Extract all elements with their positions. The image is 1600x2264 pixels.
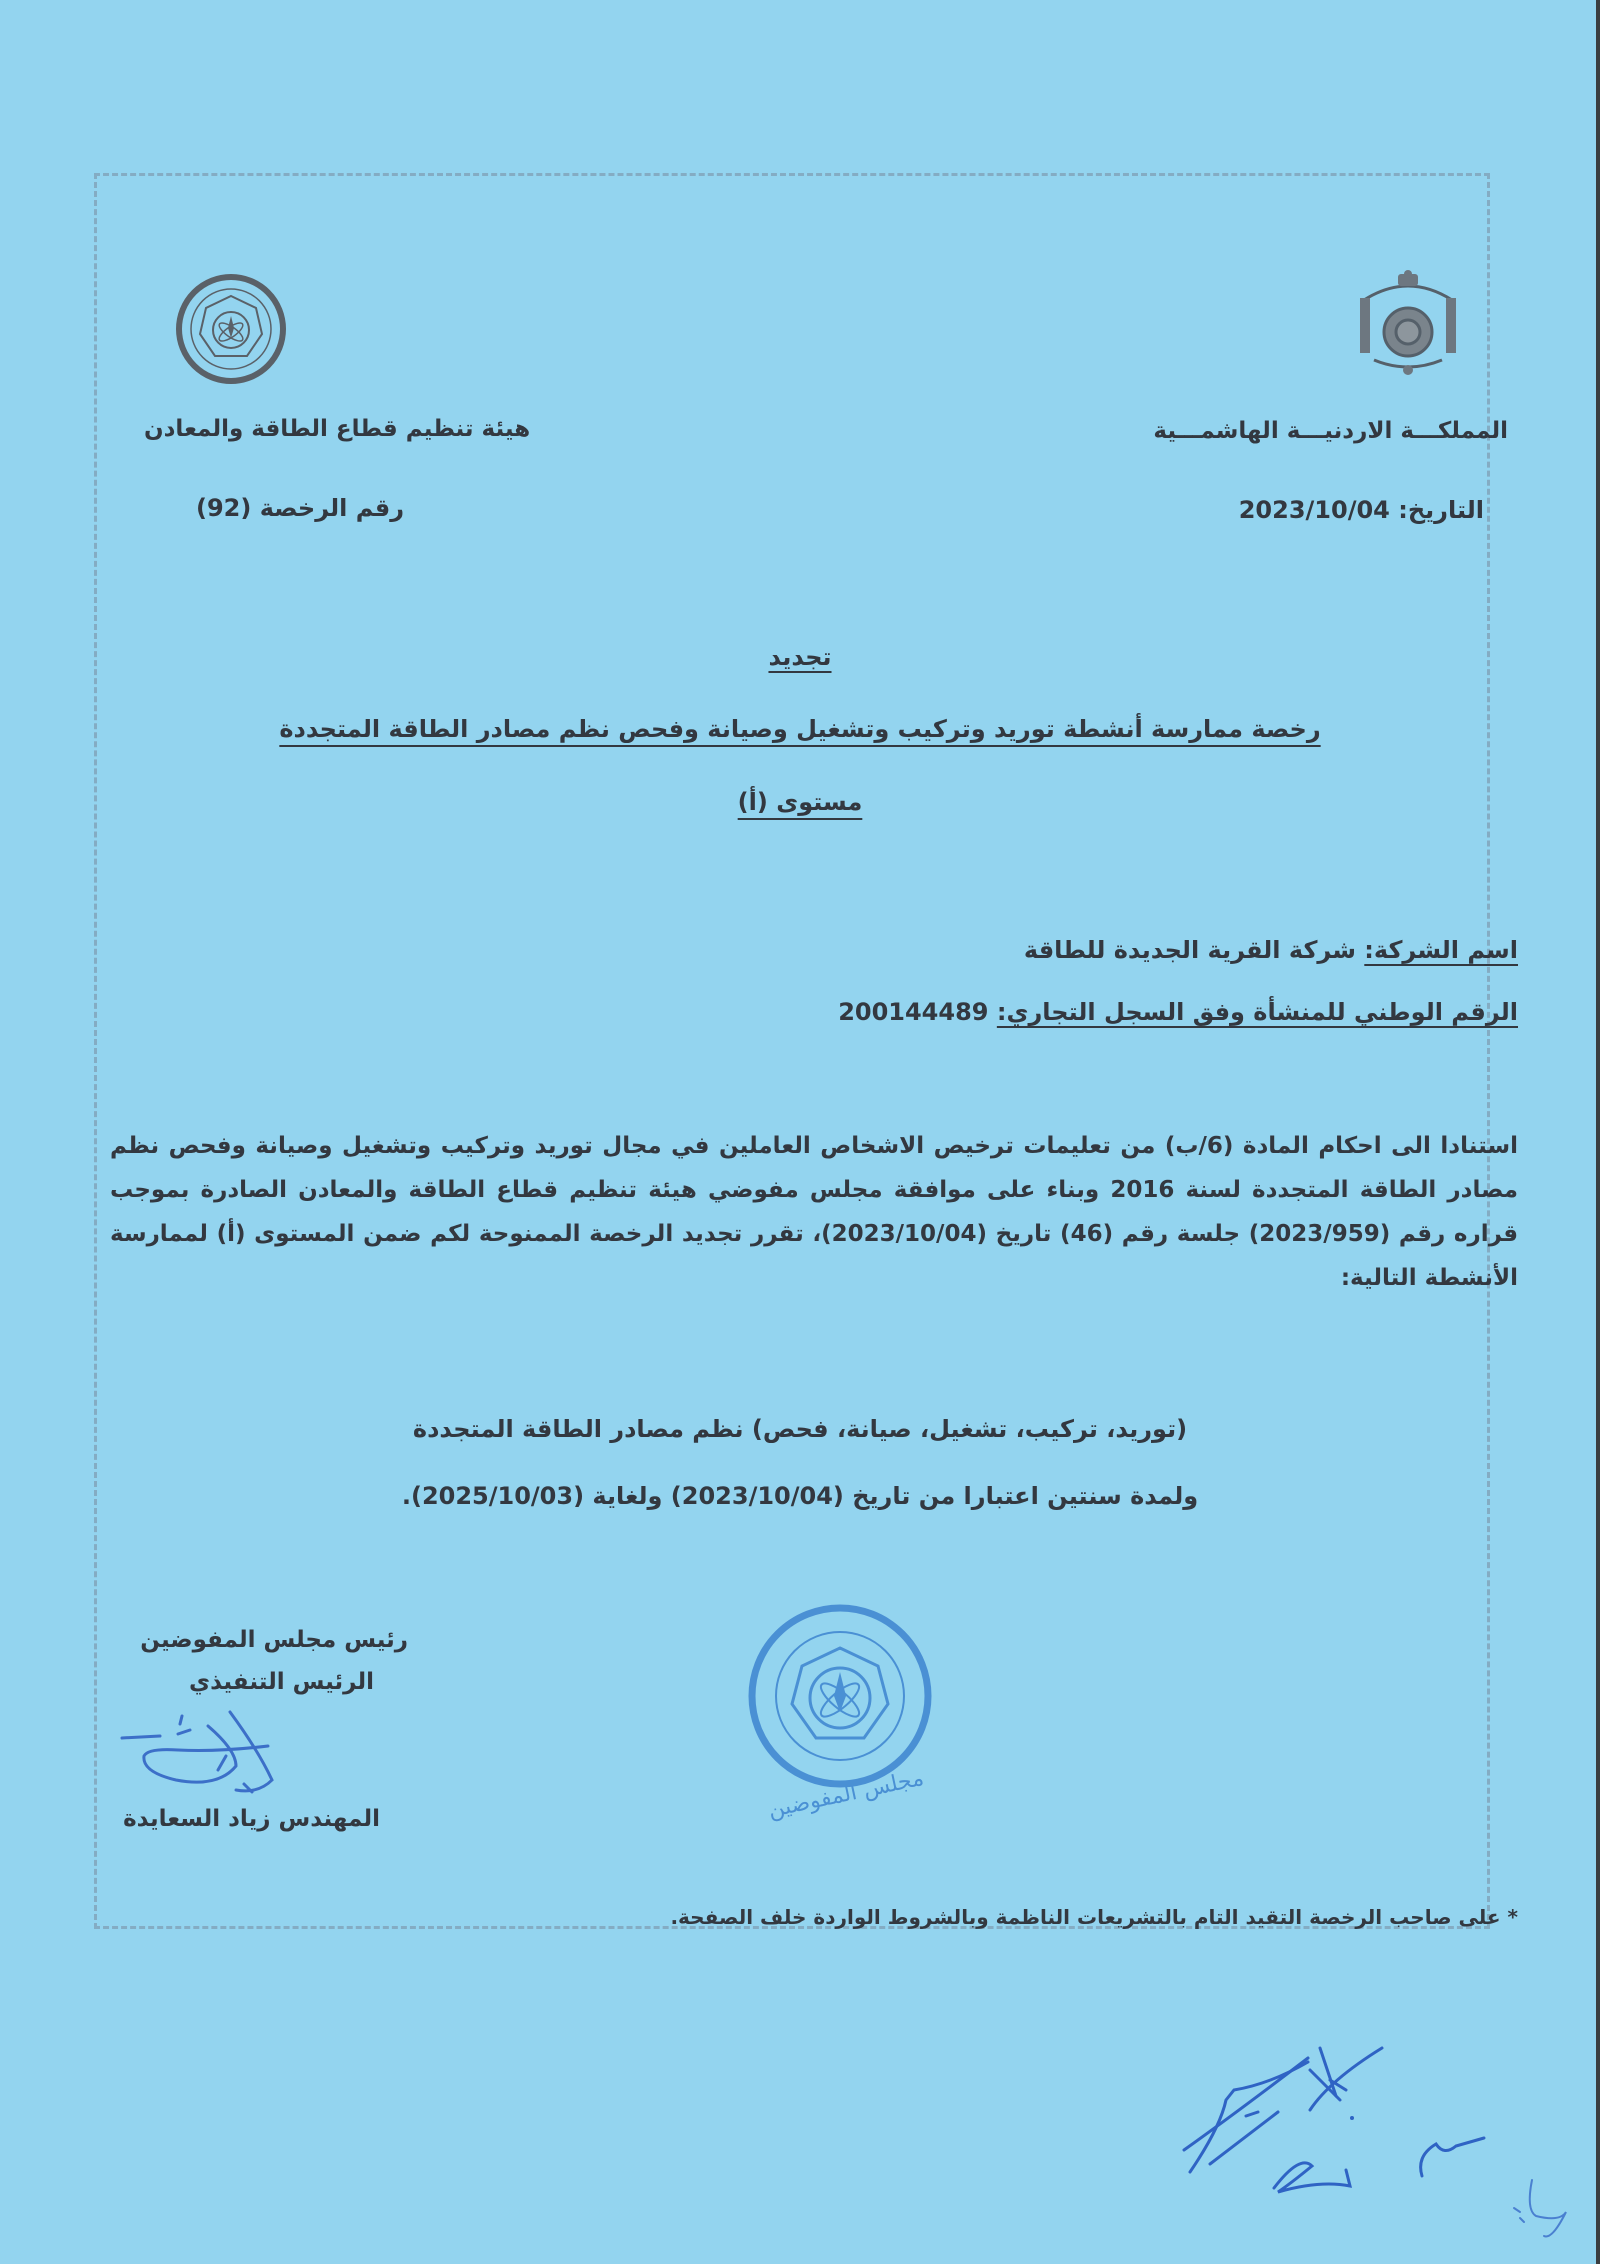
national-number-value: 200144489 — [838, 998, 989, 1026]
issue-date — [1239, 496, 1484, 524]
handwritten-signature-icon — [118, 1710, 288, 1800]
commission-name: هيئة تنظيم قطاع الطاقة والمعادن — [144, 416, 531, 442]
handwritten-initials-icon — [1160, 2040, 1580, 2260]
title-renewal — [0, 643, 1600, 671]
national-number-row — [838, 998, 1518, 1026]
decision-paragraph: استنادا الى احكام المادة (6/ب) من تعليمات ترخيص الاشخاص العاملين في مجال توريد وتركيب وتشغيل وصيانة وفحص نظم مصادر الطاقة المتجددة لسنة 2016 وبناء على موافقة مجلس مفوضي هيئة تنظيم قطاع الطاقة والمعادن الصادرة بموجب قراره رقم (2023/959) جلسة رقم (46) تاريخ (2023/10/04)، تقرر تجديد الرخصة الممنوحة لكم ضمن المستوى (أ) لممارسة الأنشطة التالية: — [110, 1133, 1519, 1291]
license-number-value: (92) — [196, 494, 252, 522]
footer-note: * على صاحب الرخصة التقيد التام بالتشريعات الناظمة وبالشروط الواردة خلف الصفحة. — [670, 1905, 1518, 1929]
company-name-value: شركة القرية الجديدة للطاقة — [1023, 936, 1356, 964]
license-number — [196, 494, 404, 522]
signer-title-chairman: رئيس مجلس المفوضين — [140, 1627, 408, 1653]
company-name-row — [1024, 936, 1518, 964]
kingdom-name: المملكـــة الاردنيـــة الهاشمـــية — [1153, 418, 1508, 444]
signer-name: المهندس زياد السعايدة — [123, 1806, 380, 1832]
title-level-text: مستوى (أ) — [737, 788, 863, 816]
title-level — [0, 788, 1600, 816]
date-value: 2023/10/04 — [1238, 496, 1390, 524]
date-label: التاريخ: — [1398, 496, 1484, 524]
national-number-label: الرقم الوطني للمنشأة وفق السجل التجاري: — [996, 998, 1518, 1026]
activities-line: (توريد، تركيب، تشغيل، صيانة، فحص) نظم مصادر الطاقة المتجددة — [412, 1415, 1188, 1443]
signer-title-ceo: الرئيس التنفيذي — [189, 1669, 374, 1695]
license-number-label: رقم الرخصة — [259, 494, 405, 522]
commission-logo-icon — [174, 272, 288, 386]
company-name-label: اسم الشركة: — [1364, 936, 1518, 964]
validity-duration-line: ولمدة سنتين اعتبارا من تاريخ (2023/10/04) ولغاية (2025/10/03). — [401, 1482, 1199, 1510]
title-main — [0, 715, 1600, 743]
jordan-coat-of-arms-icon — [1350, 270, 1466, 380]
page-edge — [1596, 0, 1600, 2264]
title-renewal-text: تجديد — [768, 643, 832, 671]
title-main-text: رخصة ممارسة أنشطة توريد وتركيب وتشغيل وصيانة وفحص نظم مصادر الطاقة المتجددة — [279, 715, 1321, 743]
stamp-caption: مجلس المفوضين — [765, 1765, 927, 1824]
